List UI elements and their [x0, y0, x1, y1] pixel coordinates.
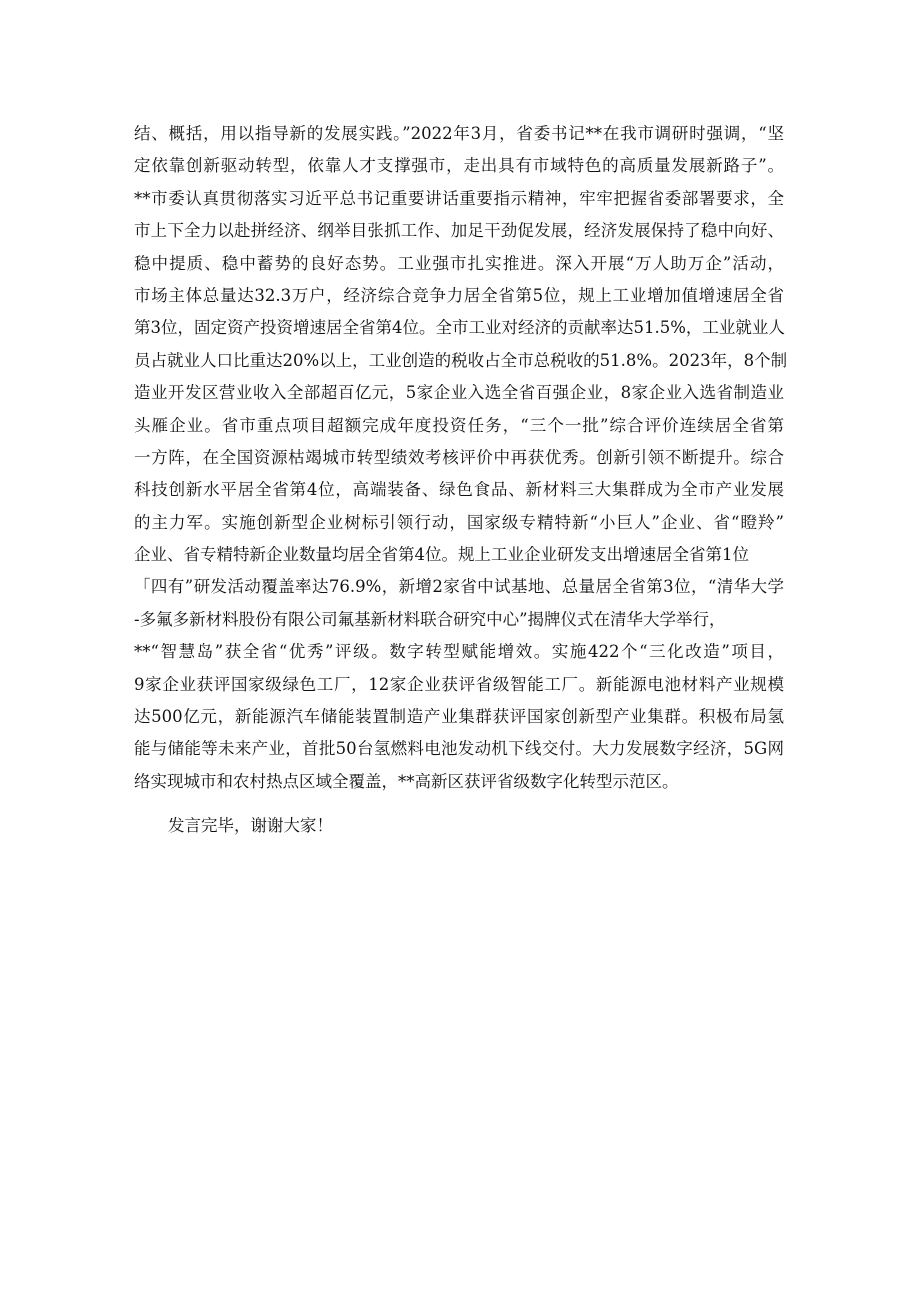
paragraph-line: **“智慧岛”获全省“优秀”评级。数字转型赋能增效。实施422个“三化改造”项目， [134, 642, 784, 662]
paragraph-line: -多氟多新材料股份有限公司氟基新材料联合研究中心”揭牌仪式在清华大学举行， [134, 609, 726, 629]
paragraph-line: 企业、省专精特新企业数量均居全省第4位。规上工业企业研发支出增速居全省第1位 [134, 545, 749, 565]
paragraph-line: 头雁企业。省市重点项目超额完成年度投资任务，“三个一批”综合评价连续居全省第 [134, 415, 784, 435]
paragraph-line: 达500亿元，新能源汽车储能装置制造产业集群获评国家创新型产业集群。积极布局氢 [134, 707, 784, 727]
paragraph-line: 科技创新水平居全省第4位，高端装备、绿色食品、新材料三大集群成为全市产业发展 [134, 480, 784, 500]
body-paragraph [134, 118, 788, 798]
paragraph-line: 定依靠创新驱动转型，依靠人才支撑强市，走出具有市域特色的高质量发展新路子”。 [134, 156, 784, 176]
paragraph-line: 第3位，固定资产投资增速居全省第4位。全市工业对经济的贡献率达51.5%，工业就业人 [134, 318, 785, 338]
paragraph-line: 络实现城市和农村热点区域全覆盖，**高新区获评省级数字化转型示范区。 [134, 771, 679, 791]
paragraph-line: 「四有”研发活动覆盖率达76.9%，新增2家省中试基地、总量居全省第3位，“清华大学 [134, 577, 784, 597]
paragraph-line: 结、概括，用以指导新的发展实践。”2022年3月，省委书记**在我市调研时强调，“坚 [134, 124, 784, 143]
paragraph-line: 稳中提质、稳中蓄势的良好态势。工业强市扎实推进。深入开展“万人助万企”活动， [134, 253, 784, 273]
paragraph-line: 市场主体总量达32.3万户，经济综合竞争力居全省第5位，规上工业增加值增速居全省 [134, 285, 784, 305]
paragraph-line: 造业开发区营业收入全部超百亿元，5家企业入选全省百强企业，8家企业入选省制造业 [134, 383, 784, 403]
paragraph-line: 一方阵，在全国资源枯竭城市转型绩效考核评价中再获优秀。创新引领不断提升。综合 [134, 447, 784, 467]
paragraph-line: 的主力军。实施创新型企业树标引领行动，国家级专精特新“小巨人”企业、省“瞪羚” [134, 512, 784, 532]
closing-remark: 发言完毕，谢谢大家！ [168, 816, 333, 836]
document-body [134, 118, 788, 843]
paragraph-line: 9家企业获评国家级绿色工厂，12家企业获评省级智能工厂。新能源电池材料产业规模 [134, 674, 784, 694]
paragraph-line: 员占就业人口比重达20%以上，工业创造的税收占全市总税收的51.8%。2023年，8个制 [134, 350, 788, 370]
paragraph-line: 市上下全力以赴拼经济、纲举目张抓工作、加足干劲促发展，经济发展保持了稳中向好、 [134, 221, 784, 241]
paragraph-line: 能与储能等未来产业，首批50台氢燃料电池发动机下线交付。大力发展数字经济，5G网 [134, 739, 784, 759]
paragraph-line: **市委认真贯彻落实习近平总书记重要讲话重要指示精神，牢牢把握省委部署要求，全 [134, 188, 784, 208]
